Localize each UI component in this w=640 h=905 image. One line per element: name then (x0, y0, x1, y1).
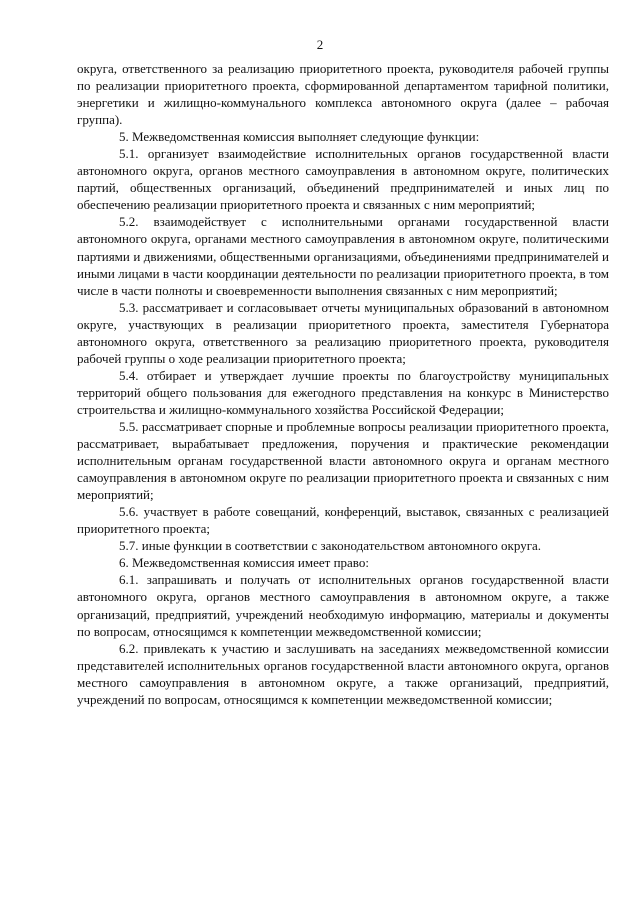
paragraph-section-6: 6. Межведомственная комиссия имеет право: (119, 555, 369, 571)
paragraph-5-2: 5.2. взаимодействует с исполнительными органами государственной власти автономного округа, органами местного самоуправления в автономном округе, политическими партиями и движениями, общественными организациями, объединениями предпринимателей и иными лицами в части координации деятельности по реализации приоритетного проекта, в том числе в части полноты и своевременности выполнения связанных с ним мероприятий; (77, 214, 609, 298)
page-number: 2 (316, 37, 324, 52)
paragraph-5-6: 5.6. участвует в работе совещаний, конференций, выставок, связанных с реализацией приоритетного проекта; (77, 504, 609, 537)
paragraph-5-3: 5.3. рассматривает и согласовывает отчеты муниципальных образований в автономном округе, участвующих в реализации приоритетного проекта, заместителя Губернатора автономного округа, ответственного за реализацию приоритетного проекта, руководителя рабочей группы о ходе реализации приоритетного проекта; (77, 299, 609, 366)
paragraph-6-1: 6.1. запрашивать и получать от исполнительных органов государственной власти автономного округа, органов местного самоуправления в автономном округе, а также организаций, предприятий, учреждений необходимую информацию, материалы и документы по вопросам, относящимся к компетенции межведомственной комиссии; (77, 572, 609, 639)
paragraph-5-1: 5.1. организует взаимодействие исполнительных органов государственной власти автономного округа, органов местного самоуправления в автономном округе, политических партий, общественных организаций, объединений предпринимателей и иных лиц по обеспечению реализации приоритетного проекта и связанных с ним мероприятий; (77, 146, 609, 213)
paragraph-6-2: 6.2. привлекать к участию и заслушивать на заседаниях межведомственной комиссии представителей исполнительных органов государственной власти автономного округа, органов местного самоуправления в автономном округе, а также организаций, предприятий, учреждений по вопросам, относящимся к компетенции межведомственной комиссии; (77, 640, 609, 707)
paragraph-continuation: округа, ответственного за реализацию приоритетного проекта, руководителя рабочей группы по реализации приоритетного проекта, сформированной департаментом тарифной политики, энергетики и жилищно-коммунального комплекса автономного округа (далее – рабочая группа). (77, 61, 609, 128)
document-body (77, 60, 609, 708)
paragraph-5-4: 5.4. отбирает и утверждает лучшие проекты по благоустройству муниципальных территорий общего пользования для ежегодного представления на конкурс в Министерство строительства и жилищно-коммунального хозяйства Российской Федерации; (77, 367, 609, 417)
paragraph-section-5: 5. Межведомственная комиссия выполняет следующие функции: (119, 129, 480, 145)
paragraph-5-7: 5.7. иные функции в соответствии с законодательством автономного округа. (119, 538, 542, 554)
paragraph-5-5: 5.5. рассматривает спорные и проблемные вопросы реализации приоритетного проекта, рассматривает, вырабатывает предложения, поручения и практические рекомендации исполнительным органам государственной власти автономного округа и органам местного самоуправления в автономном округе по реализации приоритетного проекта и связанных с ним мероприятий; (77, 418, 609, 503)
